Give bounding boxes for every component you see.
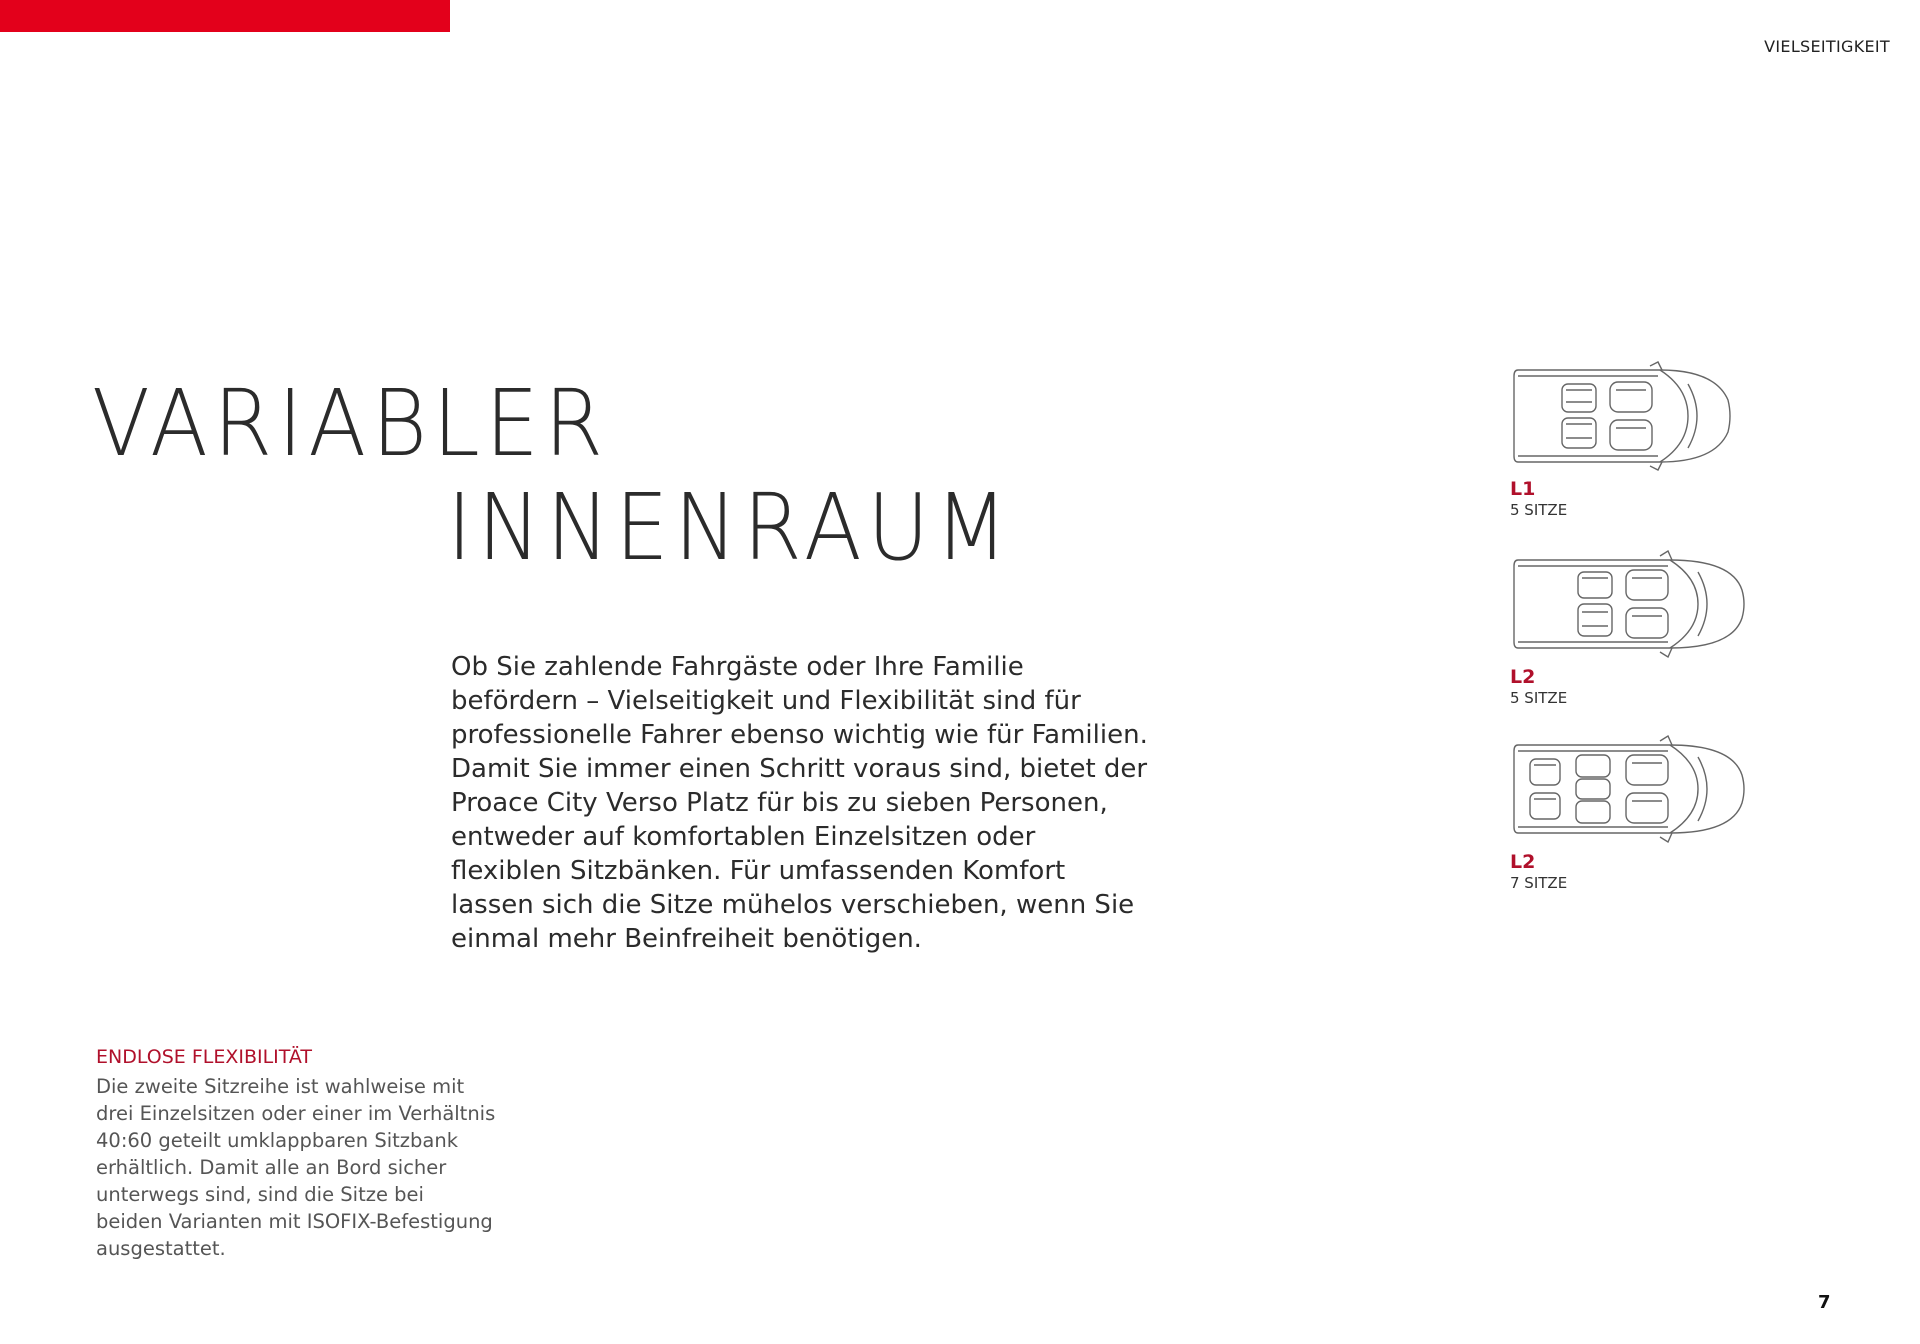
- car-top-view-7-seats-long-icon: [1510, 733, 1750, 845]
- variant-l2-5-seats: [1510, 548, 1750, 708]
- variant-code: L2: [1510, 851, 1536, 873]
- page-number: 7: [1818, 1292, 1831, 1313]
- sidebar-paragraph: Die zweite Sitzreihe ist wahlweise mit drei Einzelsitzen oder einer im Verhältnis 40:60 geteilt umklappbaren Sitzbank erhältlich. Damit alle an Bord sicher unterwegs sind, sind die Sitze bei beiden Varianten mit ISOFIX-Befestigung ausgestattet.: [96, 1075, 496, 1260]
- accent-bar: [0, 0, 450, 32]
- page-title-line-1: VARIABLER: [92, 370, 609, 477]
- variant-l1-5-seats: [1510, 360, 1750, 520]
- intro-paragraph: Ob Sie zahlende Fahrgäste oder Ihre Familie befördern – Vielseitigkeit und Flexibilität sind für professionelle Fahrer ebenso wichtig wie für Familien. Damit Sie immer einen Schritt voraus sind, bietet der Proace City Verso Platz für bis zu sieben Personen, entweder auf komfortablen Einzelsitzen oder flexiblen Sitzbänken. Für umfassenden Komfort lassen sich die Sitze mühelos verschieben, wenn Sie einmal mehr Beinfreiheit benötigen.: [451, 652, 1148, 954]
- car-top-view-5-seats-long-icon: [1510, 548, 1750, 660]
- section-label: VIELSEITIGKEIT: [1764, 37, 1890, 56]
- variant-l2-7-seats: [1510, 733, 1750, 893]
- car-top-view-5-seats-short-icon: [1510, 360, 1740, 472]
- variant-seats: 7 SITZE: [1510, 874, 1568, 892]
- variant-seats: 5 SITZE: [1510, 689, 1568, 707]
- variant-code: L2: [1510, 666, 1536, 688]
- variant-seats: 5 SITZE: [1510, 501, 1568, 519]
- sidebar-heading: ENDLOSE FLEXIBILITÄT: [96, 1046, 313, 1068]
- variant-code: L1: [1510, 478, 1536, 500]
- page-title-line-2: INNENRAUM: [447, 474, 1014, 581]
